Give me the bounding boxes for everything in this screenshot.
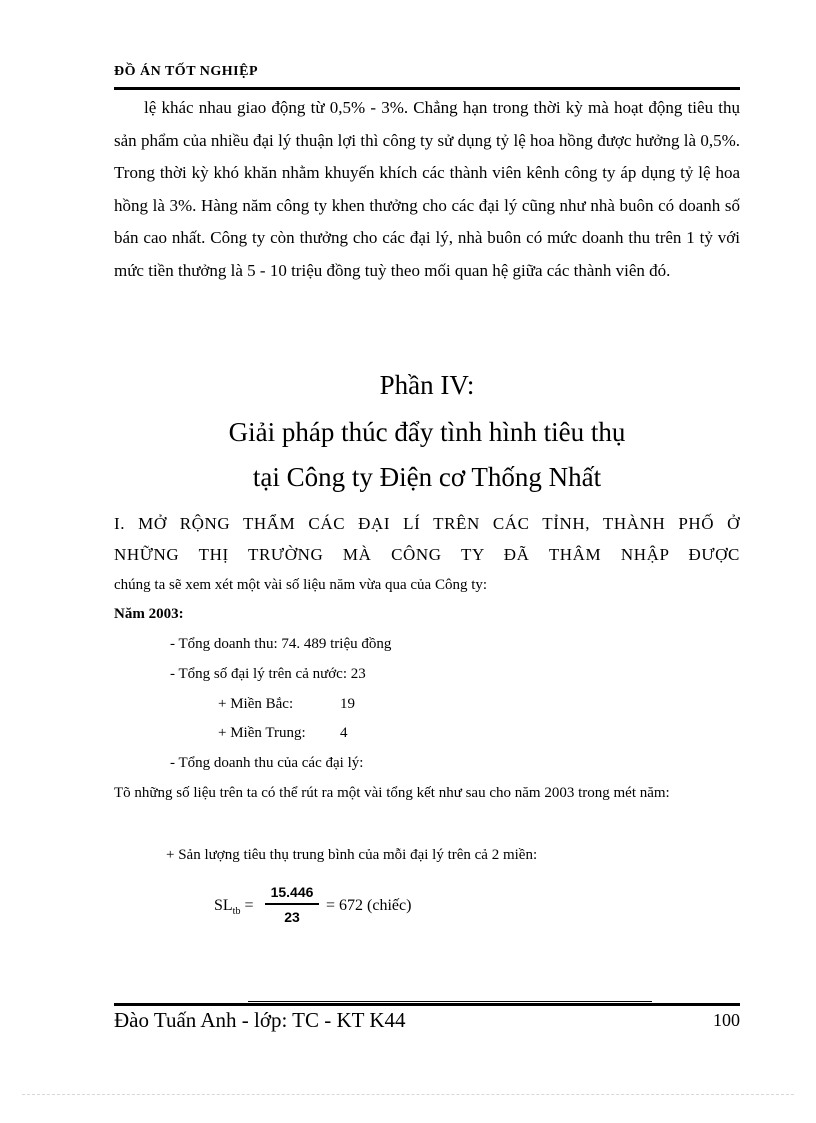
page-number: 100 bbox=[713, 1010, 740, 1030]
formula-numerator: 15.446 bbox=[270, 884, 314, 900]
formula-lhs: $SL_{tb}$ = bbox=[214, 897, 254, 917]
footer-author: Đào Tuấn Anh - lớp: TC - KT K44 bbox=[114, 1008, 406, 1032]
formula-denominator: 23 bbox=[284, 909, 300, 925]
footer-divider bbox=[114, 1003, 740, 1006]
header-divider bbox=[114, 87, 740, 90]
region-north-label: + Miền Bắc: bbox=[218, 696, 294, 712]
formula-result: = 672 (chiếc) bbox=[326, 897, 412, 914]
agent-revenue-item: - Tổng doanh thu của các đại lý: bbox=[170, 755, 364, 771]
year-label: Năm 2003: bbox=[114, 606, 184, 622]
formula-fraction bbox=[265, 882, 319, 927]
formula-subscript: tb bbox=[232, 906, 241, 917]
section-title-line2: tại Công ty Điện cơ Thống Nhất bbox=[252, 462, 602, 492]
footer-divider-thin bbox=[248, 1001, 652, 1002]
formula-symbol: SL bbox=[214, 897, 233, 914]
average-output-item: + Sản lượng tiêu thụ trung bình của mỗi đại lý trên cả 2 miền: bbox=[166, 847, 538, 863]
document-header-title: ĐỒ ÁN TỐT NGHIỆP bbox=[114, 64, 259, 79]
summary-text: Tõ những số liệu trên ta có thể rút ra một vài tổng kết như sau cho năm 2003 trong mét năm: bbox=[114, 785, 670, 801]
total-revenue-item: - Tổng doanh thu: 74. 489 triệu đồng bbox=[170, 636, 392, 652]
region-north-value: 19 bbox=[340, 696, 355, 712]
subheading-line2: NHỮNG THỊ TRƯỜNG MÀ CÔNG TY ĐÃ THÂM NHẬP ĐƯỢC bbox=[114, 545, 740, 564]
data-intro-text: chúng ta sẽ xem xét một vài số liệu năm vừa qua của Công ty: bbox=[114, 577, 488, 593]
section-title-line1: Giải pháp thúc đẩy tình hình tiêu thụ bbox=[228, 417, 626, 447]
intro-paragraph: lệ khác nhau giao động từ 0,5% - 3%. Chẳng hạn trong thời kỳ mà hoạt động tiêu thụ sản phẩm của nhiều đại lý thuận lợi thì công ty sử dụng tỷ lệ hoa hồng được hưởng là 0,5%. Trong thời kỳ khó khăn nhằm khuyến khích các thành viên kênh công ty áp dụng tỷ lệ hoa hồng là 3%. Hàng năm công ty khen thưởng cho các đại lý cũng như nhà buôn có doanh số bán cao nhất. Công ty còn thưởng cho các đại lý, nhà buôn có mức doanh thu trên 1 tỷ với mức tiền thưởng là 5 - 10 triệu đồng tuỳ theo mối quan hệ giữa các thành viên đó. bbox=[114, 98, 740, 280]
region-central-label: + Miền Trung: bbox=[218, 725, 306, 741]
part-title: Phần IV: bbox=[379, 370, 475, 400]
page-edge-line bbox=[22, 1094, 794, 1095]
subheading bbox=[114, 508, 740, 570]
region-central-value: 4 bbox=[340, 725, 348, 741]
fraction-bar bbox=[265, 903, 319, 905]
subheading-line1: I. MỞ RỘNG THẨM CÁC ĐẠI LÍ TRÊN CÁC TỈNH, THÀNH PHỐ Ở bbox=[114, 514, 740, 533]
total-agents-item: - Tổng số đại lý trên cả nước: 23 bbox=[170, 666, 366, 682]
